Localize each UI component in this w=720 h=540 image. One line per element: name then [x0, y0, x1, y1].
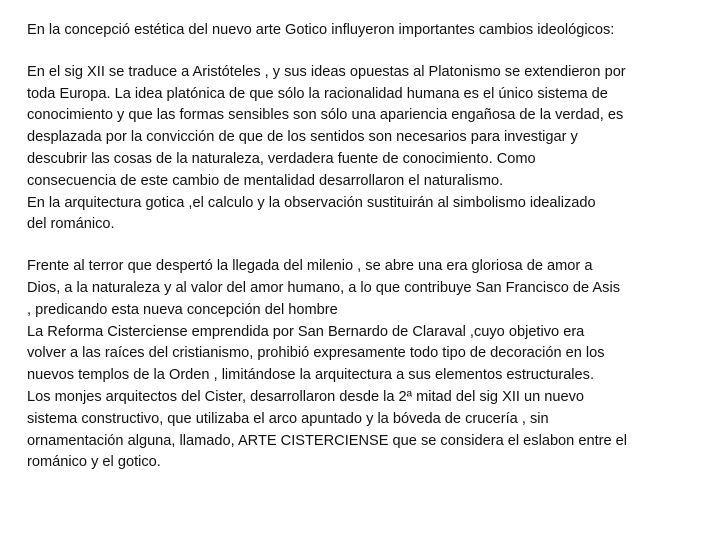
intro-paragraph: [27, 20, 698, 42]
text-line: toda Europa. La idea platónica de que sólo la racionalidad humana es el único sistema de: [27, 85, 608, 102]
text-line: ornamentación alguna, llamado, ARTE CISTERCIENSE que se considera el eslabon entre el: [27, 432, 628, 449]
text-line: nuevos templos de la Orden , limitándose la arquitectura a sus elementos estructurales.: [27, 367, 595, 384]
text-line: En la concepció estética del nuevo arte Gotico influyeron importantes cambios ideológicos:: [27, 22, 615, 38]
text-line: En el sig XII se traduce a Aristóteles , y sus ideas opuestas al Platonismo se extendieron por: [27, 63, 626, 80]
text-line: consecuencia de este cambio de mentalidad desarrollaron el naturalismo.: [27, 172, 504, 189]
text-line: Los monjes arquitectos del Cister, desarrollaron desde la 2ª mitad del sig XII un nuevo: [27, 388, 585, 405]
text-line: desplazada por la convicción de que de los sentidos son necesarios para investigar y: [27, 129, 578, 146]
text-line: conocimiento y que las formas sensibles son sólo una apariencia engañosa de la verdad, es: [27, 107, 624, 124]
text-line: Frente al terror que despertó la llegada del milenio , se abre una era gloriosa de amor a: [27, 258, 593, 275]
text-line: Dios, a la naturaleza y al valor del amor humano, a lo que contribuye San Francisco de Asis: [27, 279, 620, 296]
text-line: del románico.: [27, 216, 115, 233]
paragraph-cistercian: [27, 256, 698, 474]
text-line: La Reforma Cisterciense emprendida por San Bernardo de Claraval ,cuyo objetivo era: [27, 323, 585, 340]
paragraph-aristotle: [27, 62, 698, 236]
text-line: En la arquitectura gotica ,el calculo y la observación sustituirán al simbolismo idealizado: [27, 194, 596, 211]
text-line: románico y el gotico.: [27, 454, 161, 471]
text-line: sistema constructivo, que utilizaba el arco apuntado y la bóveda de crucería , sin: [27, 410, 549, 427]
paragraph-spacer: [27, 236, 698, 256]
paragraph-spacer: [27, 42, 698, 62]
text-line: volver a las raíces del cristianismo, prohibió expresamente todo tipo de decoración en los: [27, 345, 605, 362]
text-line: , predicando esta nueva concepción del hombre: [27, 301, 338, 318]
text-line: descubrir las cosas de la naturaleza, verdadera fuente de conocimiento. Como: [27, 150, 536, 167]
